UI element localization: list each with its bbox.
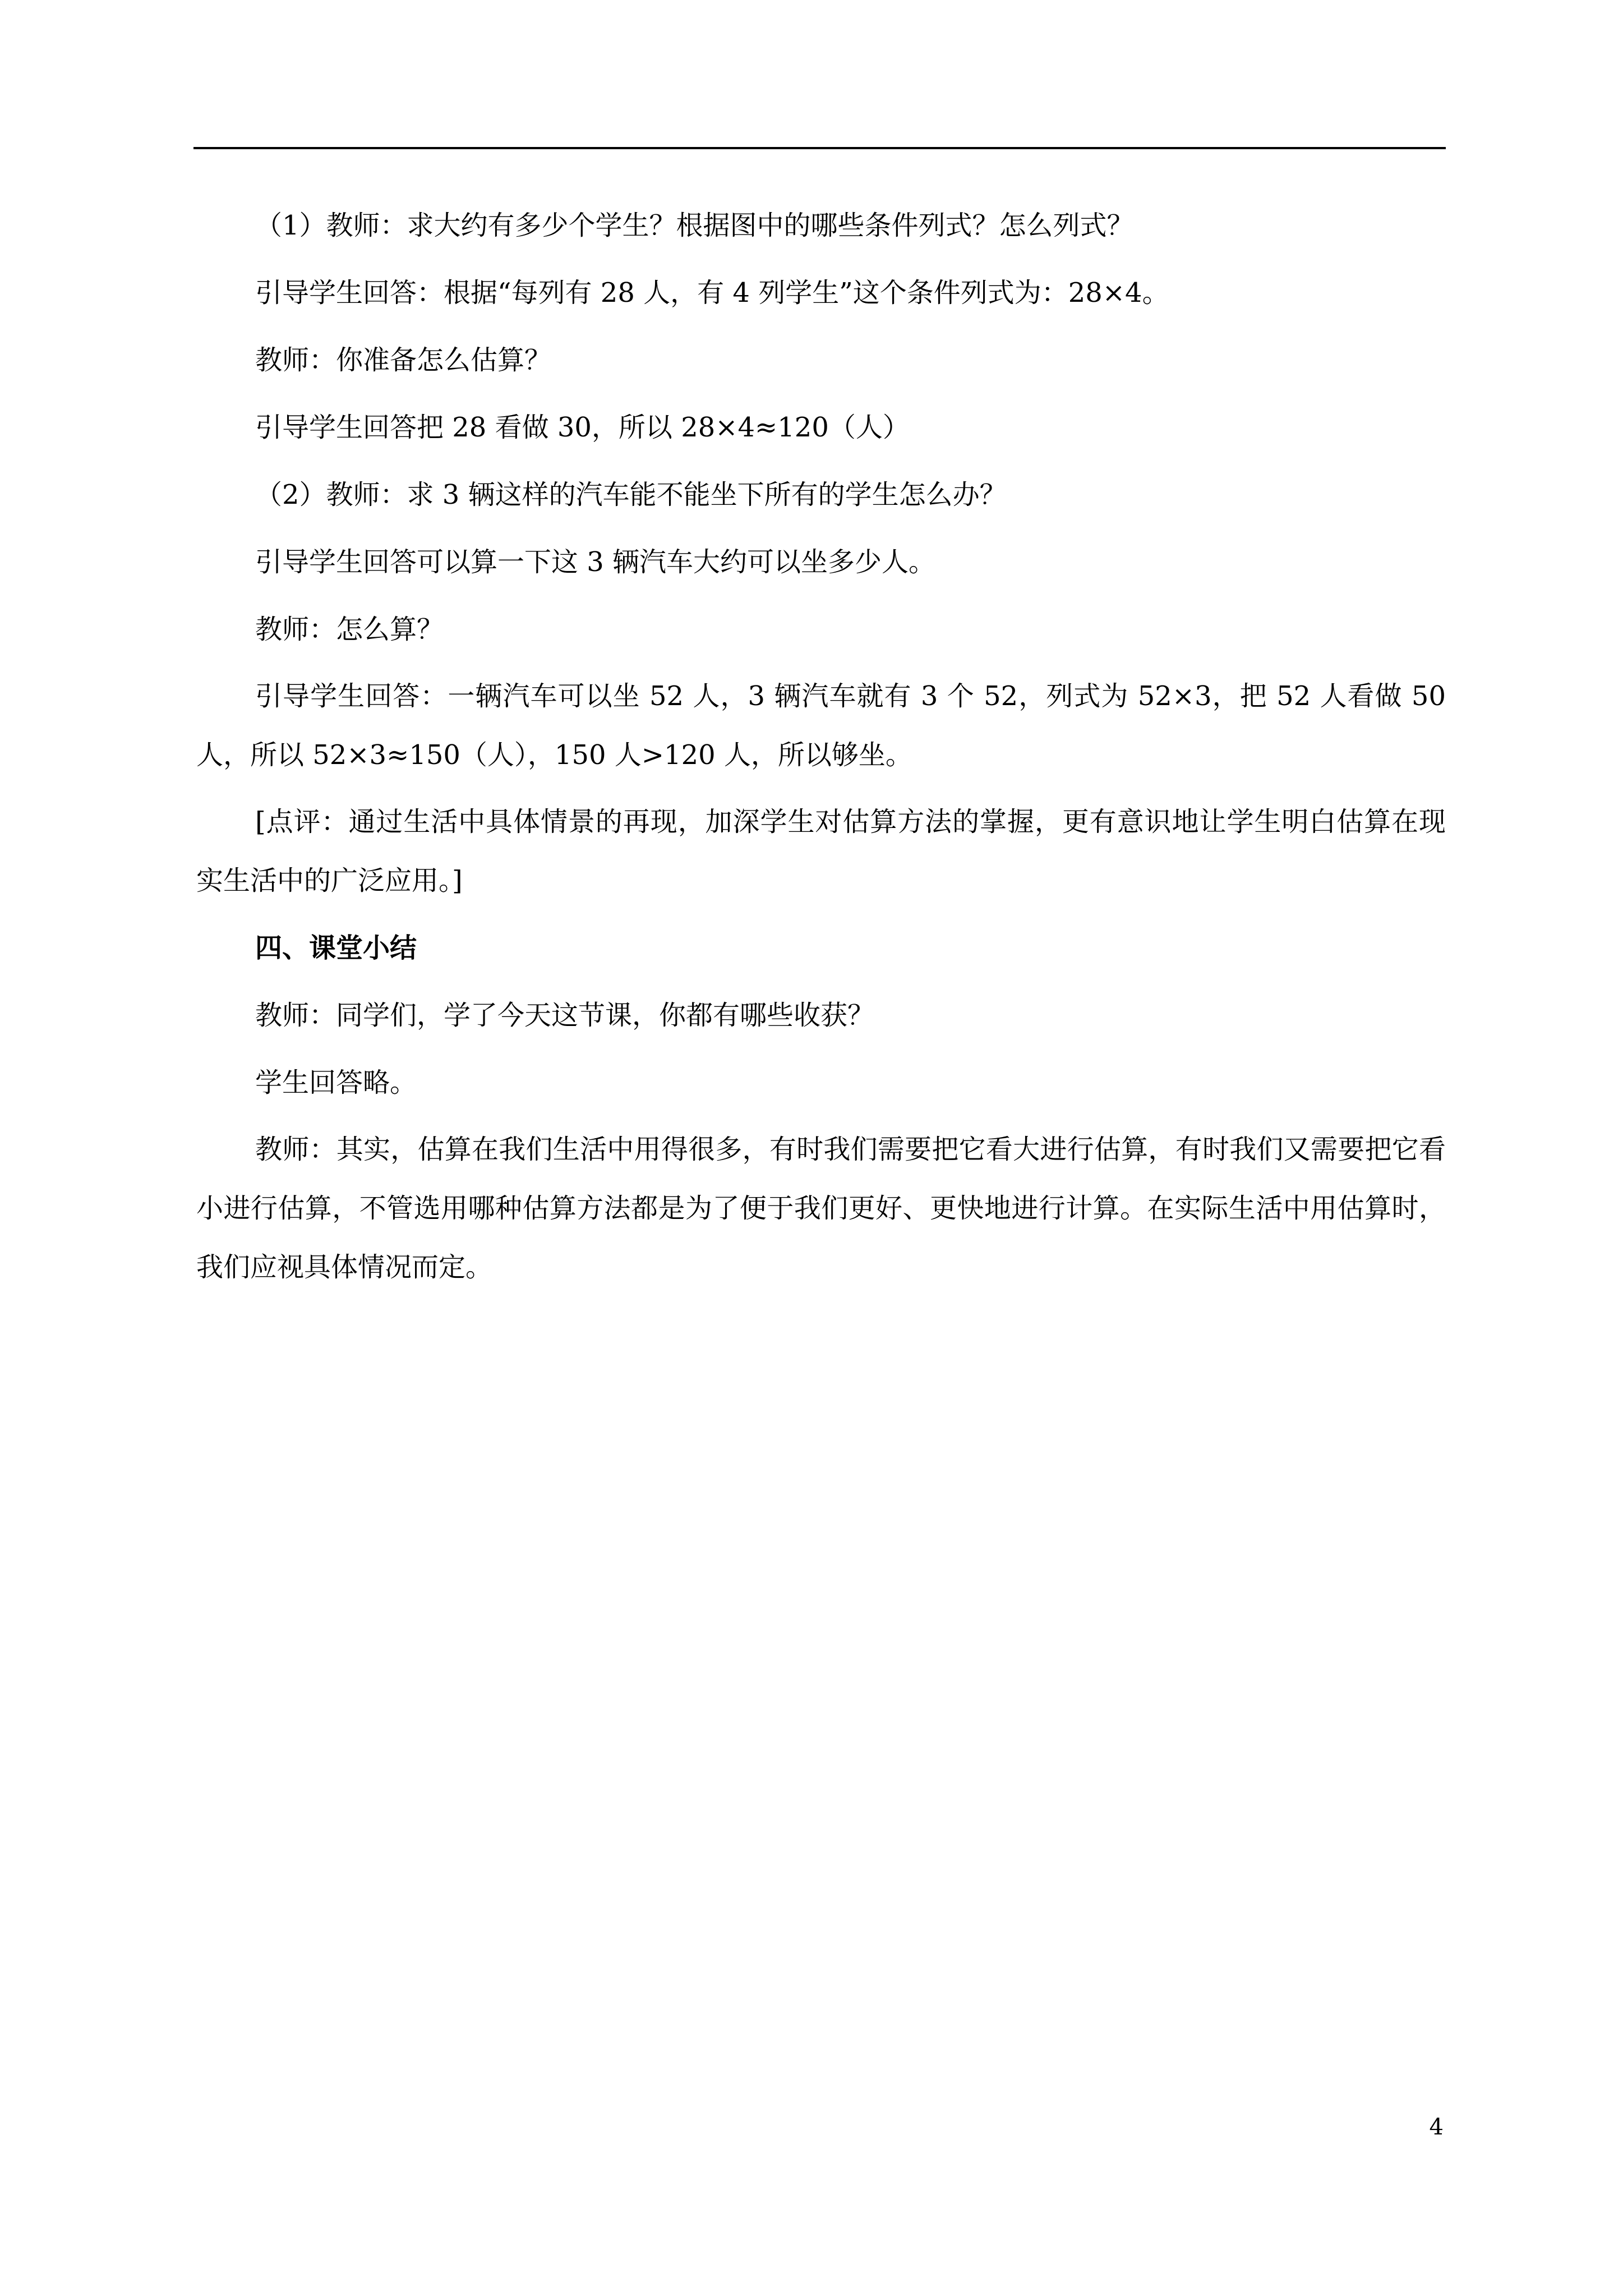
paragraph-teacher-how-calculate: 教师：怎么算？ xyxy=(255,614,444,645)
paragraph-teacher-question-2: （2）教师：求 3 辆这样的汽车能不能坐下所有的学生怎么办？ xyxy=(255,479,1007,510)
paragraph-student-answer-omitted: 学生回答略。 xyxy=(255,1067,417,1098)
paragraph-student-estimate-answer: 引导学生回答把 28 看做 30，所以 28×4≈120（人） xyxy=(255,412,910,443)
paragraph-teacher-conclusion: 教师：其实，估算在我们生活中用得很多，有时我们需要把它看大进行估算，有时我们又需要把它看小进行估算，不管选用哪种估算方法都是为了便于我们更好、更快地进行计算。在实际生活中用估算时，我们应视具体情况而定。 xyxy=(196,1134,1446,1283)
paragraph-teacher-summary-question: 教师：同学们，学了今天这节课，你都有哪些收获？ xyxy=(255,1000,875,1031)
page-number: 4 xyxy=(1429,2114,1444,2140)
paragraph-student-answer-formula: 引导学生回答：根据“每列有 28 人，有 4 列学生”这个条件列式为：28×4。 xyxy=(255,277,1169,309)
paragraph-student-bus-answer: 引导学生回答可以算一下这 3 辆汽车大约可以坐多少人。 xyxy=(255,546,936,578)
paragraph-teacher-question-1: （1）教师：求大约有多少个学生？根据图中的哪些条件列式？怎么列式？ xyxy=(255,210,1134,241)
paragraph-student-calculation-answer: 引导学生回答：一辆汽车可以坐 52 人，3 辆汽车就有 3 个 52，列式为 52×3，把 52 人看做 50 人，所以 52×3≈150（人），150 人>120 人，所以够坐。 xyxy=(196,680,1446,771)
section-heading-class-summary: 四、课堂小结 xyxy=(255,932,417,964)
header-rule xyxy=(193,147,1446,149)
document-body xyxy=(196,205,1446,1314)
paragraph-teacher-estimate-question: 教师：你准备怎么估算？ xyxy=(255,344,552,376)
paragraph-commentary: [点评：通过生活中具体情景的再现，加深学生对估算方法的掌握，更有意识地让学生明白估算在现实生活中的广泛应用。] xyxy=(196,806,1446,896)
